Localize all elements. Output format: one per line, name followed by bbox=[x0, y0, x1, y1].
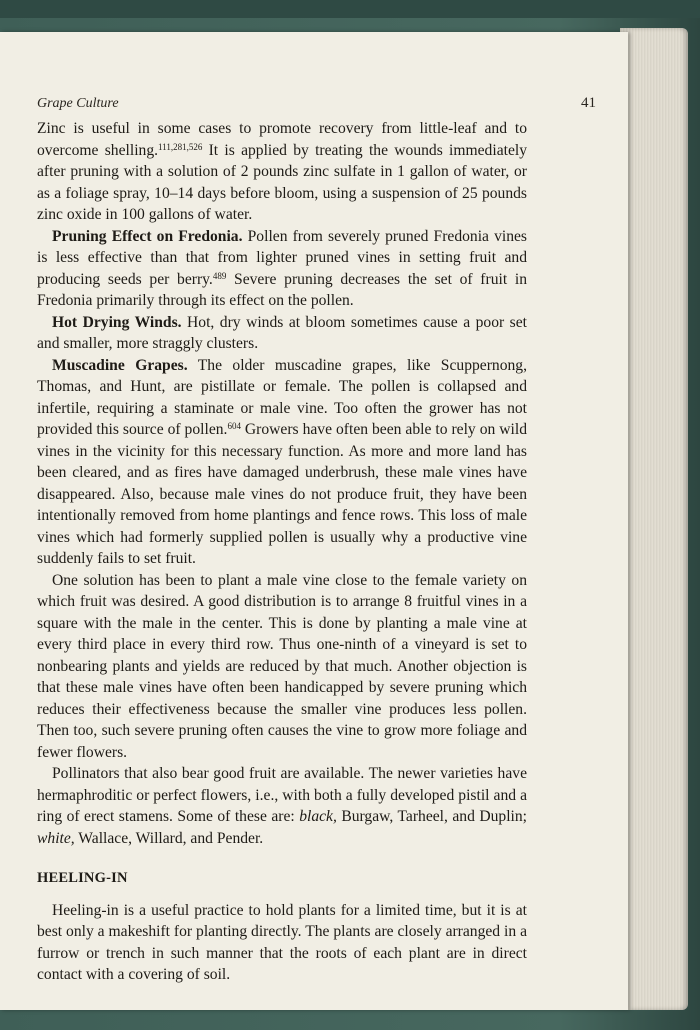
reference: 604 bbox=[227, 421, 241, 431]
page-edges bbox=[620, 28, 688, 1010]
running-head bbox=[37, 95, 596, 112]
running-head-title: Grape Culture bbox=[37, 96, 119, 111]
paragraph-zinc: Zinc is useful in some cases to promote recovery from little-leaf and to overcome shelling.$^{111,281,526}$ It is applied by treating the wounds immediately after pruning with a solution of 2 pounds zinc sulfate in 1 gallon of water, or as a foliage spray, 10–14 days before bloom, using a suspension of 25 pounds zinc oxide in 100 gallons of water. bbox=[37, 120, 527, 223]
run-in-heading: Hot Drying Winds. bbox=[52, 313, 182, 331]
run-in-heading: Muscadine Grapes. bbox=[52, 356, 188, 374]
paragraph-winds: Hot Drying Winds. Hot, dry winds at bloom sometimes cause a poor set and smaller, more straggly clusters. bbox=[37, 313, 527, 352]
paragraph-heeling: Heeling-in is a useful practice to hold plants for a limited time, but it is at best only a makeshift for planting directly. The plants are closely arranged in a furrow or trench in such manner that the roots of each plant are in direct contact with a covering of soil. bbox=[37, 901, 527, 983]
body-text bbox=[37, 118, 527, 986]
paragraph-pollinators: Pollinators that also bear good fruit are available. The newer varieties have hermaphroditic or perfect flowers, i.e., with both a fully developed pistil and a ring of erect stamens. Some of these are: black, Burgaw, Tarheel, and Duplin; white, Wallace, Willard, and Pender. bbox=[37, 765, 528, 847]
reference: 111,281,526 bbox=[158, 141, 203, 152]
page-number: 41 bbox=[581, 95, 596, 111]
run-in-heading: Pruning Effect on Fredonia. bbox=[52, 227, 243, 245]
section-heading: HEELING-IN bbox=[37, 870, 128, 886]
paragraph-solution: One solution has been to plant a male vine close to the female variety on which fruit was desired. A good distribution is to arrange 8 fruitful vines in a square with the male in the center. This is done by planting a male vine at every third place in every third row. Thus one-ninth of a vineyard is set to nonbearing plants and yields are reduced by that much. Another objection is that these male vines have often been handicapped by severe pruning which reduces their effectiveness because the smaller vine produces less pollen. Then too, such severe pruning often causes the vine to grow more foliage and fewer flowers. bbox=[37, 571, 527, 761]
paragraph-muscadine: Muscadine Grapes. The older muscadine grapes, like Scuppernong, Thomas, and Hunt, are pistillate or female. The pollen is collapsed and infertile, requiring a staminate or male vine. Too often the grower has not provided this source of pollen.$^{604}$ Growers have often been able to rely on wild vines in the vicinity for this necessary function. As more and more land has been cleared, and as fires have damaged underbrush, these male vines have disappeared. Also, because male vines do not produce fruit, they have been intentionally removed from home plantings and fence rows. This loss of male vines which had formerly supplied pollen is usually why a productive vine suddenly fails to set fruit. bbox=[37, 356, 527, 567]
reference: 489 bbox=[212, 270, 227, 281]
paragraph-pruning: Pruning Effect on Fredonia. Pollen from severely pruned Fredonia vines is less effective than that from lighter pruned vines in setting fruit and producing seeds per berry.$^{489}$ Severe pruning decreases the set of fruit in Fredonia primarily through its effect on the pollen. bbox=[37, 227, 528, 309]
